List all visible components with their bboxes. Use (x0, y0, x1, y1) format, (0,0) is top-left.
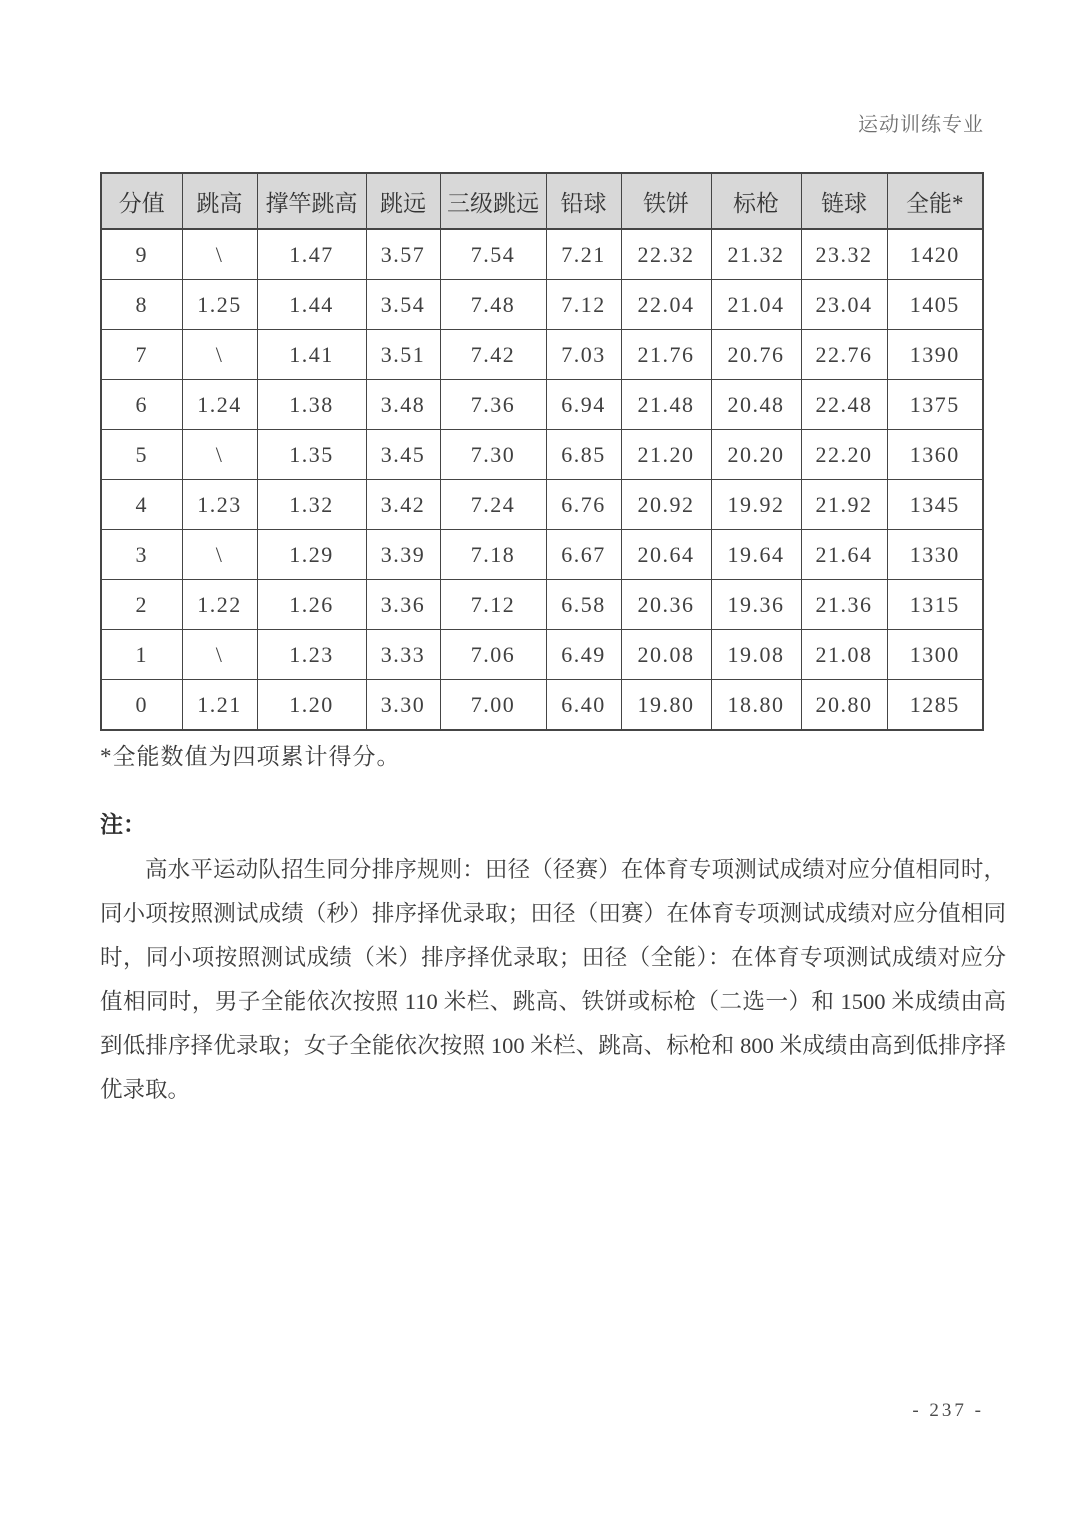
table-row (101, 480, 983, 530)
value-cell: 1.29 (257, 530, 366, 580)
value-cell: 20.80 (801, 680, 887, 731)
value-cell: 7.00 (440, 680, 546, 731)
value-cell: 20.48 (711, 380, 801, 430)
value-cell: \ (182, 229, 257, 280)
value-cell: 7.12 (546, 280, 621, 330)
note-heading: 注： (100, 812, 146, 837)
column-header: 全能* (887, 173, 983, 229)
value-cell: 22.32 (621, 229, 711, 280)
value-cell: 1.38 (257, 380, 366, 430)
value-cell: 7.48 (440, 280, 546, 330)
value-cell: 6.49 (546, 630, 621, 680)
score-cell: 0 (101, 680, 182, 731)
column-header: 跳远 (366, 173, 440, 229)
value-cell: 21.76 (621, 330, 711, 380)
value-cell: 1.32 (257, 480, 366, 530)
table-row (101, 630, 983, 680)
value-cell: 1.44 (257, 280, 366, 330)
value-cell: 19.80 (621, 680, 711, 731)
value-cell: 7.30 (440, 430, 546, 480)
note-paragraph: 高水平运动队招生同分排序规则：田径（径赛）在体育专项测试成绩对应分值相同时，同小项按照测试成绩（秒）排序择优录取；田径（田赛）在体育专项测试成绩对应分值相同时，同小项按照测试成绩（米）排序择优录取；田径（全能）：在体育专项测试成绩对应分值相同时，男子全能依次按照 110 米栏、跳高、铁饼或标枪（二选一）和 1500 米成绩由高到低排序择优录取；女子全能依次按照 100 米栏、跳高、标枪和 800 米成绩由高到低排序择优录取。 (100, 857, 1006, 1102)
value-cell: 1360 (887, 430, 983, 480)
value-cell: 21.08 (801, 630, 887, 680)
value-cell: 20.20 (711, 430, 801, 480)
value-cell: 3.48 (366, 380, 440, 430)
value-cell: 1300 (887, 630, 983, 680)
value-cell: 1405 (887, 280, 983, 330)
value-cell: 21.20 (621, 430, 711, 480)
score-cell: 9 (101, 229, 182, 280)
value-cell: 21.36 (801, 580, 887, 630)
value-cell: 20.92 (621, 480, 711, 530)
value-cell: 3.57 (366, 229, 440, 280)
value-cell: 23.04 (801, 280, 887, 330)
value-cell: 1.23 (182, 480, 257, 530)
value-cell: 22.04 (621, 280, 711, 330)
value-cell: 1420 (887, 229, 983, 280)
page-number: - 237 - (912, 1400, 984, 1421)
value-cell: 21.32 (711, 229, 801, 280)
table-row (101, 280, 983, 330)
value-cell: 7.36 (440, 380, 546, 430)
value-cell: 7.24 (440, 480, 546, 530)
value-cell: 3.51 (366, 330, 440, 380)
value-cell: \ (182, 430, 257, 480)
score-table (100, 172, 984, 731)
value-cell: 6.40 (546, 680, 621, 731)
value-cell: 3.42 (366, 480, 440, 530)
value-cell: 6.94 (546, 380, 621, 430)
value-cell: 1315 (887, 580, 983, 630)
value-cell: 7.18 (440, 530, 546, 580)
score-cell: 6 (101, 380, 182, 430)
value-cell: 1.21 (182, 680, 257, 731)
page-header-title: 运动训练专业 (858, 114, 984, 136)
value-cell: 21.64 (801, 530, 887, 580)
value-cell: 6.85 (546, 430, 621, 480)
table-row (101, 580, 983, 630)
value-cell: 3.39 (366, 530, 440, 580)
value-cell: 1330 (887, 530, 983, 580)
value-cell: 20.64 (621, 530, 711, 580)
table-row (101, 380, 983, 430)
value-cell: 7.03 (546, 330, 621, 380)
value-cell: 19.08 (711, 630, 801, 680)
value-cell: 1.23 (257, 630, 366, 680)
value-cell: 6.67 (546, 530, 621, 580)
value-cell: 20.36 (621, 580, 711, 630)
column-header: 链球 (801, 173, 887, 229)
value-cell: 6.58 (546, 580, 621, 630)
column-header: 撑竿跳高 (257, 173, 366, 229)
column-header: 铁饼 (621, 173, 711, 229)
value-cell: 1345 (887, 480, 983, 530)
value-cell: 1390 (887, 330, 983, 380)
value-cell: 3.30 (366, 680, 440, 731)
column-header: 分值 (101, 173, 182, 229)
value-cell: 20.08 (621, 630, 711, 680)
value-cell: 22.48 (801, 380, 887, 430)
value-cell: 22.76 (801, 330, 887, 380)
value-cell: 19.92 (711, 480, 801, 530)
value-cell: \ (182, 530, 257, 580)
table-row (101, 430, 983, 480)
value-cell: 20.76 (711, 330, 801, 380)
score-cell: 7 (101, 330, 182, 380)
column-header: 跳高 (182, 173, 257, 229)
value-cell: 19.36 (711, 580, 801, 630)
value-cell: 1285 (887, 680, 983, 731)
value-cell: 7.42 (440, 330, 546, 380)
score-cell: 3 (101, 530, 182, 580)
score-cell: 2 (101, 580, 182, 630)
table-row (101, 530, 983, 580)
value-cell: 7.12 (440, 580, 546, 630)
value-cell: 19.64 (711, 530, 801, 580)
value-cell: 1.22 (182, 580, 257, 630)
value-cell: 3.45 (366, 430, 440, 480)
value-cell: 21.92 (801, 480, 887, 530)
table-footnote: *全能数值为四项累计得分。 (100, 744, 401, 769)
value-cell: 1.20 (257, 680, 366, 731)
value-cell: 1.26 (257, 580, 366, 630)
value-cell: 7.21 (546, 229, 621, 280)
value-cell: 3.36 (366, 580, 440, 630)
score-cell: 4 (101, 480, 182, 530)
score-cell: 1 (101, 630, 182, 680)
value-cell: \ (182, 330, 257, 380)
table-header-row (101, 173, 983, 229)
value-cell: 18.80 (711, 680, 801, 731)
column-header: 铅球 (546, 173, 621, 229)
value-cell: 1.35 (257, 430, 366, 480)
table-row (101, 330, 983, 380)
value-cell: 1.41 (257, 330, 366, 380)
value-cell: 3.54 (366, 280, 440, 330)
value-cell: 1.25 (182, 280, 257, 330)
value-cell: 7.06 (440, 630, 546, 680)
table-row (101, 229, 983, 280)
value-cell: 21.04 (711, 280, 801, 330)
score-cell: 5 (101, 430, 182, 480)
value-cell: 3.33 (366, 630, 440, 680)
value-cell: 7.54 (440, 229, 546, 280)
value-cell: \ (182, 630, 257, 680)
column-header: 三级跳远 (440, 173, 546, 229)
table-row (101, 680, 983, 731)
value-cell: 1375 (887, 380, 983, 430)
score-cell: 8 (101, 280, 182, 330)
value-cell: 22.20 (801, 430, 887, 480)
value-cell: 1.47 (257, 229, 366, 280)
score-table-container (100, 172, 982, 731)
value-cell: 6.76 (546, 480, 621, 530)
value-cell: 1.24 (182, 380, 257, 430)
column-header: 标枪 (711, 173, 801, 229)
value-cell: 21.48 (621, 380, 711, 430)
value-cell: 23.32 (801, 229, 887, 280)
